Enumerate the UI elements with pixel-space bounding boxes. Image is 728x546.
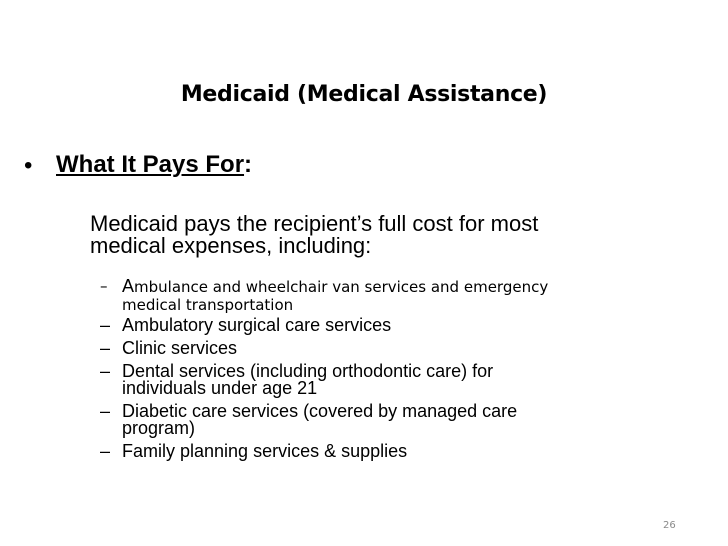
list-item-line: Ambulatory surgical care services [122,315,392,335]
list-item-initial: A [122,276,135,296]
intro-line: Medicaid pays the recipient’s full cost for most [90,211,539,236]
list-item [100,317,660,334]
list-item-line: Clinic services [122,338,238,358]
list-item [100,443,660,460]
section-heading [24,151,253,179]
intro-paragraph [90,213,650,257]
list-item [100,363,660,397]
heading-text: What It Pays For [56,151,245,178]
covered-services-list [100,277,660,466]
dash-marker: – [100,401,111,421]
intro-line: medical expenses, including: [90,233,372,258]
list-item-text: mbulance and wheelchair van services and emergency [134,278,549,296]
list-item [100,277,660,314]
list-item-line: program) [122,418,196,438]
list-item-line: Diabetic care services (covered by managed care [122,401,518,421]
dash-marker: – [100,315,111,335]
list-item [100,340,660,357]
list-item-line: individuals under age 21 [122,378,318,398]
list-item-line: Family planning services & supplies [122,441,408,461]
dash-marker: – [100,361,111,381]
bullet-marker: • [24,152,33,179]
list-item [100,403,660,437]
list-item-line [122,277,660,296]
heading-colon: : [244,151,253,178]
page-number: 26 [663,520,676,531]
dash-marker: – [100,338,111,358]
list-item-line: Dental services (including orthodontic care) for [122,361,494,381]
slide-title: Medicaid (Medical Assistance) [180,82,548,107]
dash-marker: – [100,277,108,295]
dash-marker: – [100,441,111,461]
list-item-line: medical transportation [122,296,294,314]
